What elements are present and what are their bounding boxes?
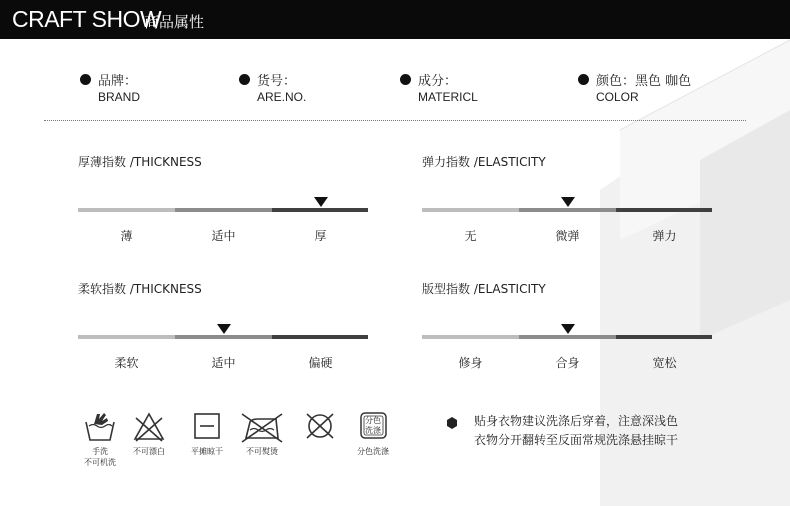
care-label: 不可熨烫 — [246, 447, 278, 456]
scale-segment-high — [616, 208, 712, 212]
scale-marker-icon — [561, 197, 575, 207]
attribute-en-label: COLOR — [596, 90, 639, 104]
attribute-label: 成分： — [418, 74, 458, 89]
scale-title: 版型指数 /ELASTICITY — [422, 282, 546, 296]
scale-level-label: 厚 — [314, 229, 327, 243]
scale-level-label: 柔软 — [114, 356, 139, 370]
scale-track — [422, 208, 712, 212]
scale-level-label: 适中 — [211, 229, 236, 243]
fit-scale — [422, 280, 712, 390]
elasticity-scale — [422, 153, 712, 263]
note-line: 贴身衣物建议洗涤后穿着，注意深浅色 — [474, 414, 679, 428]
scale-segment-mid — [519, 208, 616, 212]
no-bleach-icon — [132, 410, 166, 444]
scale-segment-mid — [519, 335, 616, 339]
care-item-no-dry-clean — [290, 410, 350, 470]
attribute-label: 颜色：黑色 咖色 — [596, 74, 692, 89]
attribute-label: 货号： — [257, 74, 297, 89]
scale-track — [422, 335, 712, 339]
care-item-no-bleach — [119, 410, 179, 470]
wash-separately-icon-text: 分色 洗涤 — [365, 416, 381, 435]
scale-track — [78, 335, 368, 339]
scale-segment-low — [422, 208, 519, 212]
scale-segment-low — [78, 335, 175, 339]
scale-title: 弹力指数 /ELASTICITY — [422, 155, 546, 169]
section-subtitle: 商品属性 — [144, 13, 205, 31]
attribute-label: 品牌： — [98, 74, 138, 89]
scale-level-label: 修身 — [458, 356, 483, 370]
scale-segment-mid — [175, 335, 272, 339]
attribute-en-label: MATERICL — [418, 90, 478, 104]
care-label: 手洗 不可机洗 — [84, 447, 116, 467]
softness-scale — [78, 280, 368, 390]
attribute-en-label: BRAND — [98, 90, 141, 104]
no-dry-clean-icon — [303, 410, 337, 444]
brand-title: CRAFT SHOW — [12, 6, 162, 32]
scale-segment-high — [272, 208, 368, 212]
scale-segment-mid — [175, 208, 272, 212]
care-item-wash-separately — [343, 410, 403, 470]
note-line: 衣物分开翻转至反面常规洗涤悬挂晾干 — [474, 433, 679, 447]
attribute-en-label: ARE.NO. — [257, 90, 307, 104]
dry-flat-icon — [190, 410, 224, 444]
scale-level-label: 宽松 — [652, 356, 677, 370]
scale-marker-icon — [314, 197, 328, 207]
scale-level-label: 微弹 — [555, 229, 580, 243]
header-bar — [0, 0, 790, 39]
scale-level-label: 适中 — [211, 356, 236, 370]
care-item-dry-flat — [177, 410, 237, 470]
dotted-divider — [44, 120, 746, 121]
bullet-icon — [578, 74, 589, 85]
scale-segment-high — [616, 335, 712, 339]
scale-level-label: 无 — [464, 229, 477, 243]
hand-wash-icon — [83, 410, 117, 444]
scale-track — [78, 208, 368, 212]
scale-marker-icon — [561, 324, 575, 334]
care-label: 分色洗涤 — [357, 447, 389, 456]
scale-level-label: 弹力 — [652, 229, 677, 243]
care-label: 平摊晾干 — [191, 447, 223, 456]
bullet-icon — [400, 74, 411, 85]
care-item-no-iron — [232, 410, 292, 470]
scale-segment-low — [78, 208, 175, 212]
scale-level-label: 合身 — [555, 356, 580, 370]
scale-marker-icon — [217, 324, 231, 334]
scale-segment-low — [422, 335, 519, 339]
scale-title: 柔软指数 /THICKNESS — [78, 282, 202, 296]
thickness-scale — [78, 153, 368, 263]
bullet-icon — [239, 74, 250, 85]
scale-segment-high — [272, 335, 368, 339]
scale-title: 厚薄指数 /THICKNESS — [78, 155, 202, 169]
scale-level-label: 薄 — [120, 229, 133, 243]
hexagon-bullet-icon — [446, 417, 458, 429]
scale-level-label: 偏硬 — [308, 356, 333, 370]
no-iron-icon — [240, 410, 284, 444]
bullet-icon — [80, 74, 91, 85]
care-label: 不可漂白 — [133, 447, 165, 456]
